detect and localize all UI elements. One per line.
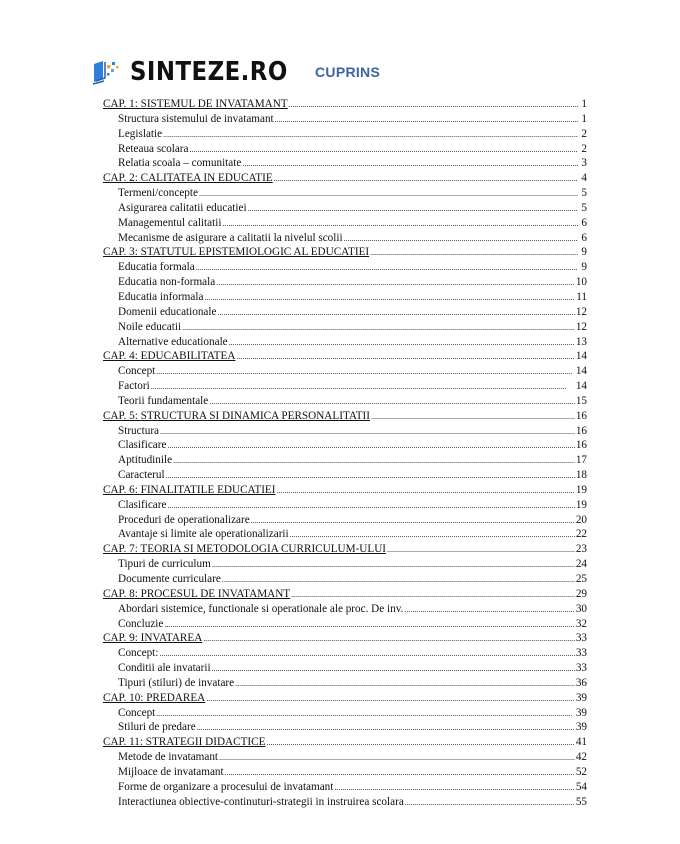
toc-section-entry[interactable] (103, 216, 587, 231)
toc-page-number: 13 (575, 335, 587, 348)
dot-leader (236, 349, 574, 364)
dot-leader (167, 438, 574, 453)
book-logo-icon (90, 56, 122, 88)
toc-section-entry[interactable] (103, 112, 587, 127)
table-of-contents (103, 97, 587, 810)
toc-page-number: 17 (575, 454, 587, 467)
dot-leader (206, 691, 575, 706)
toc-section-entry[interactable] (103, 676, 587, 691)
dot-leader (199, 186, 578, 201)
toc-entry-title: Structura (118, 424, 160, 437)
toc-entry-title: Forme de organizare a procesului de invatamant (118, 780, 334, 793)
dot-leader (225, 765, 575, 780)
toc-section-entry[interactable] (103, 513, 587, 528)
dot-leader (289, 97, 578, 112)
toc-section-entry[interactable] (103, 424, 587, 439)
toc-page-number: 6 (581, 216, 587, 229)
document-title: CUPRINS (315, 64, 381, 80)
toc-entry-title: Clasificare (118, 439, 167, 452)
toc-page-number: 6 (581, 231, 587, 244)
toc-page-number: 39 (575, 691, 587, 704)
toc-page-number: 41 (575, 736, 587, 749)
toc-entry-title: Legislatie (118, 127, 163, 140)
toc-section-entry[interactable] (103, 364, 587, 379)
dot-leader (182, 320, 575, 335)
toc-section-entry[interactable] (103, 379, 587, 394)
dot-leader (217, 305, 574, 320)
toc-page-number: 55 (575, 795, 587, 808)
toc-entry-title: CAP. 11: STRATEGII DIDACTICE (103, 736, 266, 749)
dot-leader (290, 527, 575, 542)
dot-leader (277, 483, 575, 498)
toc-page-number: 29 (575, 587, 587, 600)
toc-section-entry[interactable] (103, 231, 587, 246)
toc-entry-title: Educatia informala (118, 290, 204, 303)
toc-entry-title: Documente curriculare (118, 573, 221, 585)
toc-entry-title: Conditii ale invatarii (118, 662, 211, 675)
toc-section-entry[interactable] (103, 706, 587, 721)
toc-entry-title: Mijloace de invatamant (118, 765, 224, 778)
toc-page-number: 14 (575, 380, 587, 393)
toc-page-number: 16 (575, 409, 587, 422)
dot-leader (404, 602, 574, 617)
dot-leader (266, 735, 574, 750)
toc-entry-title: Tipuri (stiluri) de invatare (118, 676, 235, 689)
dot-leader (166, 468, 575, 483)
dot-leader (212, 557, 575, 572)
toc-entry-title: Caracterul (118, 469, 165, 482)
dot-leader (204, 290, 575, 305)
toc-chapter-entry[interactable] (103, 349, 587, 364)
dot-leader (190, 142, 578, 157)
toc-page-number: 1 (581, 112, 587, 125)
toc-entry-title: CAP. 5: STRUCTURA SI DINAMICA PERSONALITATII (103, 409, 371, 422)
toc-page-number: 39 (575, 721, 587, 734)
toc-entry-title: CAP. 4: EDUCABILITATEA (103, 350, 236, 363)
toc-page-number: 2 (581, 142, 587, 155)
toc-page-number: 32 (575, 617, 587, 630)
toc-entry-title: Aptitudinile (118, 454, 173, 467)
toc-entry-title: Factori (118, 380, 150, 393)
toc-page-number: 33 (575, 662, 587, 675)
toc-section-entry[interactable] (103, 646, 587, 661)
toc-entry-title: Stiluri de predare (118, 721, 196, 734)
toc-entry-title: Managementul calitatii (118, 216, 222, 229)
toc-entry-title: CAP. 7: TEORIA SI METODOLOGIA CURRICULUM-ULUI (103, 543, 387, 556)
toc-chapter-entry[interactable] (103, 245, 587, 260)
toc-page-number: 4 (581, 172, 587, 185)
dot-leader (248, 201, 578, 216)
dot-leader (173, 453, 575, 468)
toc-entry-title: CAP. 10: PREDAREA (103, 691, 206, 704)
toc-entry-title: Relatia scoala – comunitate (118, 157, 242, 170)
toc-section-entry[interactable] (103, 765, 587, 780)
toc-entry-title: Proceduri de operationalizare (118, 513, 250, 526)
toc-entry-title: Concept (118, 706, 156, 719)
toc-section-entry[interactable] (103, 142, 587, 157)
toc-entry-title: Structura sistemului de invatamant (118, 112, 274, 125)
toc-chapter-entry[interactable] (103, 587, 587, 602)
toc-page-number: 9 (581, 246, 587, 259)
toc-entry-title: Domenii educationale (118, 305, 217, 318)
toc-section-entry[interactable] (103, 320, 587, 335)
toc-entry-title: Interactiunea obiective-continuturi-strategii in instruirea scolara (118, 795, 404, 808)
toc-page-number: 24 (575, 558, 587, 571)
toc-page-number: 30 (575, 602, 587, 615)
dot-leader (156, 706, 575, 721)
dot-leader (159, 646, 574, 661)
toc-section-entry[interactable] (103, 260, 587, 275)
toc-page-number: 33 (575, 647, 587, 660)
toc-page-number: 5 (581, 201, 587, 214)
toc-page-number: 5 (581, 187, 587, 200)
dot-leader (197, 720, 575, 735)
dot-leader (242, 156, 578, 171)
toc-chapter-entry[interactable] (103, 691, 587, 706)
toc-entry-title: Noile educatii (118, 320, 182, 333)
toc-entry-title: CAP. 8: PROCESUL DE INVATAMANT (103, 587, 291, 600)
dot-leader (222, 572, 575, 587)
toc-entry-title: Termeni/concepte (118, 187, 198, 200)
dot-leader (371, 409, 575, 424)
toc-page-number: 12 (575, 320, 587, 333)
dot-leader (275, 112, 578, 127)
dot-leader (216, 275, 575, 290)
page-header (90, 56, 610, 96)
dot-leader (251, 513, 575, 528)
toc-page-number: 54 (575, 780, 587, 793)
toc-page-number: 52 (575, 765, 587, 778)
toc-entry-title: Avantaje si limite ale operationalizarii (118, 528, 289, 541)
toc-section-entry[interactable] (103, 602, 587, 617)
dot-leader (219, 750, 575, 765)
site-logo[interactable] (90, 56, 309, 88)
dot-leader (229, 335, 575, 350)
dot-leader (387, 542, 575, 557)
dot-leader (222, 216, 578, 231)
dot-leader (151, 379, 575, 394)
dot-leader (344, 231, 578, 246)
toc-page-number: 22 (575, 528, 587, 541)
toc-section-entry[interactable] (103, 780, 587, 795)
dot-leader (156, 364, 575, 379)
toc-page-number: 16 (575, 439, 587, 452)
toc-page-number: 9 (581, 261, 587, 274)
toc-entry-title: Concept: (118, 647, 159, 660)
dot-leader (196, 260, 578, 275)
logo-text: SINTEZE.RO (130, 57, 288, 87)
toc-entry-title: Mecanisme de asigurare a calitatii la nivelul scolii (118, 231, 343, 244)
toc-entry-title: Tipuri de curriculum (118, 558, 211, 571)
toc-page-number: 42 (575, 751, 587, 764)
toc-page-number: 3 (581, 157, 587, 170)
toc-chapter-entry[interactable] (103, 409, 587, 424)
toc-entry-title: CAP. 6: FINALITATILE EDUCATIEI (103, 483, 276, 496)
toc-section-entry[interactable] (103, 201, 587, 216)
toc-section-entry[interactable] (103, 335, 587, 350)
dot-leader (291, 587, 575, 602)
toc-section-entry[interactable] (103, 661, 587, 676)
toc-chapter-entry[interactable] (103, 735, 587, 750)
toc-entry-title: CAP. 1: SISTEMUL DE INVATAMANT (103, 98, 288, 110)
toc-section-entry[interactable] (103, 186, 587, 201)
toc-page-number: 15 (575, 394, 587, 407)
toc-section-entry[interactable] (103, 438, 587, 453)
toc-page-number: 11 (576, 290, 587, 303)
toc-page-number: 20 (575, 513, 587, 526)
dot-leader (370, 245, 578, 260)
toc-page-number: 12 (575, 305, 587, 318)
dot-leader (160, 424, 575, 439)
dot-leader (405, 795, 575, 810)
toc-page-number: 10 (575, 276, 587, 289)
dot-leader (334, 780, 574, 795)
toc-entry-title: Reteaua scolara (118, 142, 189, 155)
toc-section-entry[interactable] (103, 453, 587, 468)
toc-entry-title: Teorii fundamentale (118, 394, 209, 407)
toc-section-entry[interactable] (103, 127, 587, 142)
toc-page-number: 14 (575, 350, 587, 363)
toc-section-entry[interactable] (103, 305, 587, 320)
toc-page-number: 19 (575, 498, 587, 511)
toc-chapter-entry[interactable] (103, 483, 587, 498)
dot-leader (203, 631, 575, 646)
toc-entry-title: Alternative educationale (118, 335, 228, 348)
dot-leader (212, 661, 575, 676)
toc-page-number: 2 (581, 127, 587, 140)
toc-chapter-entry[interactable] (103, 542, 587, 557)
toc-entry-title: Educatia formala (118, 261, 195, 274)
toc-entry-title: Asigurarea calitatii educatiei (118, 201, 247, 214)
toc-section-entry[interactable] (103, 468, 587, 483)
toc-chapter-entry[interactable] (103, 171, 587, 186)
toc-section-entry[interactable] (103, 617, 587, 632)
toc-entry-title: Abordari sistemice, functionale si operationale ale proc. De inv. (118, 602, 404, 615)
toc-section-entry[interactable] (103, 572, 587, 587)
toc-page-number: 18 (575, 469, 587, 482)
dot-leader (163, 127, 578, 142)
toc-entry-title: CAP. 9: INVATAREA (103, 632, 203, 645)
toc-entry-title: Educatia non-formala (118, 276, 216, 289)
toc-section-entry[interactable] (103, 557, 587, 572)
toc-section-entry[interactable] (103, 394, 587, 409)
toc-section-entry[interactable] (103, 527, 587, 542)
toc-page-number: 16 (575, 424, 587, 437)
toc-entry-title: CAP. 3: STATUTUL EPISTEMIOLOGIC AL EDUCATIEI (103, 246, 370, 259)
toc-section-entry[interactable] (103, 795, 587, 810)
toc-page-number: 19 (575, 483, 587, 496)
toc-section-entry[interactable] (103, 290, 587, 305)
dot-leader (167, 498, 574, 513)
toc-chapter-entry[interactable] (103, 631, 587, 646)
dot-leader (209, 394, 575, 409)
toc-section-entry[interactable] (103, 498, 587, 513)
toc-entry-title: Concept (118, 365, 156, 378)
toc-page-number: 33 (575, 632, 587, 645)
toc-entry-title: Concluzie (118, 617, 164, 630)
toc-page-number: 1 (581, 98, 587, 110)
toc-page-number: 36 (575, 676, 587, 689)
toc-entry-title: CAP. 2: CALITATEA IN EDUCATIE (103, 172, 273, 185)
dot-leader (274, 171, 578, 186)
dot-leader (164, 617, 574, 632)
toc-page-number: 39 (575, 706, 587, 719)
toc-page-number: 25 (575, 573, 587, 585)
dot-leader (235, 676, 575, 691)
toc-section-entry[interactable] (103, 720, 587, 735)
toc-entry-title: Metode de invatamant (118, 751, 219, 764)
toc-section-entry[interactable] (103, 275, 587, 290)
toc-entry-title: Clasificare (118, 498, 167, 511)
toc-page-number: 14 (575, 365, 587, 378)
toc-page-number: 23 (575, 543, 587, 556)
toc-section-entry[interactable] (103, 750, 587, 765)
toc-chapter-entry[interactable] (103, 97, 587, 112)
toc-section-entry[interactable] (103, 156, 587, 171)
